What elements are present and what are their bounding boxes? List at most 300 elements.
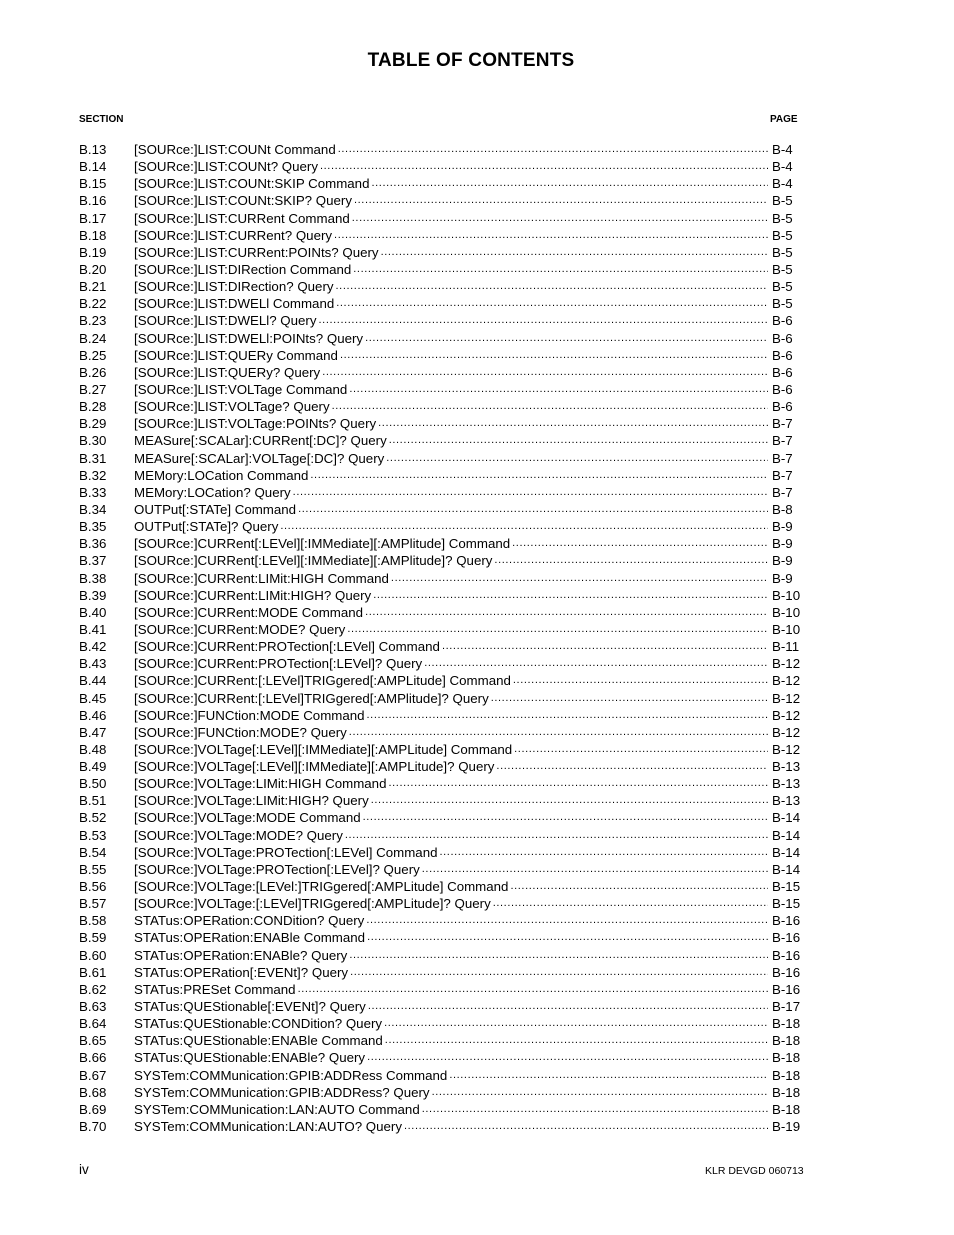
toc-entry-line xyxy=(134,998,808,1015)
toc-entry[interactable] xyxy=(79,312,808,329)
toc-entry-line xyxy=(134,587,808,604)
dot-leader xyxy=(350,964,768,981)
toc-section-number: B.17 xyxy=(79,210,107,226)
toc-entry-line xyxy=(134,758,808,775)
toc-entry-title[interactable]: [SOURce:]LIST:DIRection Command xyxy=(134,261,352,277)
toc-entry-line xyxy=(134,947,808,964)
toc-page-number: B-10 xyxy=(772,604,801,620)
dot-leader xyxy=(514,741,768,758)
toc-entry-title[interactable]: [SOURce:]CURRent:LIMit:HIGH Command xyxy=(134,570,389,586)
toc-entry[interactable] xyxy=(79,244,808,261)
toc-page-number: B-14 xyxy=(772,827,801,843)
toc-section-number: B.28 xyxy=(79,399,107,415)
toc-entry[interactable] xyxy=(79,347,808,364)
toc-section-number: B.64 xyxy=(79,1016,107,1032)
toc-entry[interactable] xyxy=(79,981,808,998)
toc-entry-title[interactable]: [SOURce:]LIST:COUNt? Query xyxy=(134,159,318,175)
toc-entry-line xyxy=(134,432,808,449)
toc-entry-line xyxy=(134,312,808,329)
dot-leader xyxy=(365,330,768,347)
toc-entry-line xyxy=(134,981,808,998)
toc-page-number: B-5 xyxy=(772,193,793,209)
toc-section-number: B.66 xyxy=(79,1050,107,1066)
toc-entry-title[interactable]: [SOURce:]LIST:COUNt:SKIP? Query xyxy=(134,193,352,209)
toc-entry[interactable] xyxy=(79,844,808,861)
toc-entry-line xyxy=(134,192,808,209)
dot-leader xyxy=(366,912,768,929)
toc-section-number: B.38 xyxy=(79,570,107,586)
toc-section-number: B.26 xyxy=(79,364,107,380)
toc-entry-title[interactable]: [SOURce:]CURRent:PROTection[:LEVel] Command xyxy=(134,639,440,655)
toc-section-number: B.20 xyxy=(79,261,107,277)
toc-entry[interactable] xyxy=(79,604,808,621)
toc-entry[interactable] xyxy=(79,295,808,312)
toc-entry[interactable] xyxy=(79,364,808,381)
toc-entry-line xyxy=(134,278,808,295)
toc-entry-title[interactable]: [SOURce:]LIST:COUNt Command xyxy=(134,142,336,157)
toc-entry[interactable] xyxy=(79,570,808,587)
dot-leader xyxy=(349,724,768,741)
toc-page-number: B-7 xyxy=(772,467,793,483)
toc-entry-title[interactable]: [SOURce:]CURRent:MODE Command xyxy=(134,604,364,620)
toc-section-number: B.18 xyxy=(79,227,107,243)
toc-entry-line xyxy=(134,552,808,569)
toc-entry-title[interactable]: MEMory:LOCation? Query xyxy=(134,484,291,500)
toc-page-number: B-18 xyxy=(772,1050,801,1066)
toc-entry-title[interactable]: [SOURce:]LIST:VOLTage? Query xyxy=(134,399,330,415)
toc-entry[interactable] xyxy=(79,655,808,672)
toc-list xyxy=(79,141,808,1135)
toc-page-number: B-13 xyxy=(772,776,801,792)
toc-entry[interactable] xyxy=(79,775,808,792)
toc-entry-title[interactable]: [SOURce:]VOLTage:LIMit:HIGH Command xyxy=(134,776,387,792)
toc-entry[interactable] xyxy=(79,1032,808,1049)
toc-entry-line xyxy=(134,484,808,501)
toc-entry-line xyxy=(134,895,808,912)
toc-page-number: B-12 xyxy=(772,707,801,723)
toc-section-number: B.61 xyxy=(79,964,107,980)
toc-entry-line xyxy=(134,158,808,175)
toc-entry-line xyxy=(134,244,808,261)
toc-entry-title[interactable]: STATus:OPERation:ENABle Command xyxy=(134,930,366,946)
toc-page-number: B-12 xyxy=(772,741,801,757)
toc-section-number: B.54 xyxy=(79,844,107,860)
dot-leader xyxy=(494,552,768,569)
toc-section-number: B.43 xyxy=(79,656,107,672)
toc-entry-title[interactable]: [SOURce:]LIST:QUERy Command xyxy=(134,347,338,363)
toc-entry-line xyxy=(134,1101,808,1118)
toc-entry-title[interactable]: [SOURce:]CURRent:[:LEVel]TRIGgered[:AMPlitude]? Query xyxy=(134,690,489,706)
toc-entry-title[interactable]: [SOURce:]VOLTage:[:LEVel]TRIGgered[:AMPLitude]? Query xyxy=(134,896,491,912)
toc-entry-title[interactable]: [SOURce:]FUNCtion:MODE? Query xyxy=(134,724,347,740)
toc-entry[interactable] xyxy=(79,450,808,467)
toc-entry[interactable] xyxy=(79,415,808,432)
toc-section-number: B.32 xyxy=(79,467,107,483)
toc-page-number: B-7 xyxy=(772,433,793,449)
toc-page-number: B-5 xyxy=(772,296,793,312)
toc-entry-line xyxy=(134,415,808,432)
dot-leader xyxy=(449,1067,768,1084)
toc-page-number: B-5 xyxy=(772,279,793,295)
toc-section-number: B.30 xyxy=(79,433,107,449)
toc-entry-title[interactable]: [SOURce:]LIST:COUNt:SKIP Command xyxy=(134,176,370,192)
dot-leader xyxy=(442,638,768,655)
dot-leader xyxy=(440,844,769,861)
toc-entry-line xyxy=(134,227,808,244)
dot-leader xyxy=(371,175,768,192)
toc-entry-title[interactable]: [SOURce:]VOLTage[:LEVel][:IMMediate][:AMPLitude]? Query xyxy=(134,759,495,775)
toc-entry[interactable] xyxy=(79,141,808,158)
dot-leader xyxy=(424,655,768,672)
toc-entry-line xyxy=(134,621,808,638)
dot-leader xyxy=(386,450,768,467)
toc-page-number: B-6 xyxy=(772,399,793,415)
dot-leader xyxy=(512,535,768,552)
toc-page-number: B-15 xyxy=(772,896,801,912)
toc-section-number: B.48 xyxy=(79,741,107,757)
toc-section-number: B.35 xyxy=(79,519,107,535)
toc-page-number: B-6 xyxy=(772,364,793,380)
toc-entry[interactable] xyxy=(79,1067,808,1084)
toc-section-number: B.36 xyxy=(79,536,107,552)
toc-entry[interactable] xyxy=(79,895,808,912)
toc-section-number: B.15 xyxy=(79,176,107,192)
dot-leader xyxy=(422,861,768,878)
toc-section-number: B.13 xyxy=(79,142,107,157)
toc-entry[interactable] xyxy=(79,792,808,809)
toc-entry-title[interactable]: [SOURce:]LIST:DIRection? Query xyxy=(134,279,334,295)
toc-entry-title[interactable]: SYSTem:COMMunication:GPIB:ADDRess? Query xyxy=(134,1084,430,1100)
dot-leader xyxy=(293,484,768,501)
toc-section-number: B.23 xyxy=(79,313,107,329)
section-column-header: SECTION xyxy=(79,114,124,125)
toc-page-number: B-14 xyxy=(772,810,801,826)
toc-entry[interactable] xyxy=(79,484,808,501)
toc-page-number: B-13 xyxy=(772,793,801,809)
toc-section-number: B.52 xyxy=(79,810,107,826)
toc-entry-line xyxy=(134,929,808,946)
toc-entry[interactable] xyxy=(79,330,808,347)
toc-entry-title[interactable]: [SOURce:]VOLTage:MODE Command xyxy=(134,810,361,826)
toc-entry[interactable] xyxy=(79,381,808,398)
dot-leader xyxy=(320,158,768,175)
toc-entry[interactable] xyxy=(79,1049,808,1066)
toc-entry[interactable] xyxy=(79,467,808,484)
toc-page-number: B-17 xyxy=(772,999,801,1015)
toc-section-number: B.69 xyxy=(79,1101,107,1117)
toc-entry-title[interactable]: [SOURce:]VOLTage[:LEVel][:IMMediate][:AMPLitude] Command xyxy=(134,741,513,757)
dot-leader xyxy=(345,827,768,844)
dot-leader xyxy=(371,792,768,809)
toc-entry-line xyxy=(134,707,808,724)
toc-page-number: B-16 xyxy=(772,930,801,946)
toc-entry-line xyxy=(134,690,808,707)
toc-section-number: B.37 xyxy=(79,553,107,569)
toc-entry-title[interactable]: STATus:PRESet Command xyxy=(134,981,296,997)
toc-page-number: B-6 xyxy=(772,313,793,329)
toc-section-number: B.39 xyxy=(79,587,107,603)
toc-entry-title[interactable]: OUTPut[:STATe]? Query xyxy=(134,519,279,535)
toc-section-number: B.59 xyxy=(79,930,107,946)
toc-entry[interactable] xyxy=(79,227,808,244)
toc-entry-line xyxy=(134,1032,808,1049)
toc-section-number: B.63 xyxy=(79,999,107,1015)
toc-entry-line xyxy=(134,1015,808,1032)
toc-section-number: B.47 xyxy=(79,724,107,740)
toc-entry-title[interactable]: [SOURce:]VOLTage:[LEVel:]TRIGgered[:AMPLitude] Command xyxy=(134,879,509,895)
toc-section-number: B.55 xyxy=(79,861,107,877)
toc-entry[interactable] xyxy=(79,621,808,638)
dot-leader xyxy=(367,1049,768,1066)
toc-section-number: B.67 xyxy=(79,1067,107,1083)
toc-entry-title[interactable]: STATus:QUEStionable:ENABle Command xyxy=(134,1033,383,1049)
toc-page-number: B-7 xyxy=(772,416,793,432)
toc-entry-line xyxy=(134,827,808,844)
toc-page-number: B-16 xyxy=(772,913,801,929)
dot-leader xyxy=(510,878,768,895)
toc-entry[interactable] xyxy=(79,827,808,844)
toc-entry[interactable] xyxy=(79,947,808,964)
toc-entry[interactable] xyxy=(79,929,808,946)
dot-leader xyxy=(422,1101,768,1118)
toc-entry-line xyxy=(134,295,808,312)
toc-page-number: B-14 xyxy=(772,844,801,860)
toc-entry-title[interactable]: [SOURce:]CURRent:[:LEVel]TRIGgered[:AMPLitude] Command xyxy=(134,673,511,689)
toc-entry-title[interactable]: [SOURce:]LIST:CURRent:POINts? Query xyxy=(134,244,379,260)
toc-entry-line xyxy=(134,1049,808,1066)
toc-entry-title[interactable]: [SOURce:]LIST:DWELl:POINts? Query xyxy=(134,330,364,346)
dot-leader xyxy=(496,758,768,775)
toc-entry[interactable] xyxy=(79,1101,808,1118)
toc-entry[interactable] xyxy=(79,1118,808,1135)
toc-entry[interactable] xyxy=(79,587,808,604)
toc-entry[interactable] xyxy=(79,878,808,895)
toc-entry-line xyxy=(134,861,808,878)
toc-section-number: B.58 xyxy=(79,913,107,929)
toc-entry-line xyxy=(134,210,808,227)
toc-section-number: B.16 xyxy=(79,193,107,209)
toc-section-number: B.60 xyxy=(79,947,107,963)
toc-entry-title[interactable]: SYSTem:COMMunication:GPIB:ADDRess Command xyxy=(134,1067,448,1083)
toc-section-number: B.40 xyxy=(79,604,107,620)
toc-entry[interactable] xyxy=(79,964,808,981)
toc-entry-title[interactable]: [SOURce:]LIST:CURRent? Query xyxy=(134,227,333,243)
document-id: KLR DEVGD 060713 xyxy=(705,1165,804,1177)
dot-leader xyxy=(367,707,768,724)
toc-entry-line xyxy=(134,175,808,192)
toc-entry-line xyxy=(134,535,808,552)
toc-section-number: B.46 xyxy=(79,707,107,723)
toc-entry-line xyxy=(134,775,808,792)
toc-entry-title[interactable]: [SOURce:]LIST:VOLTage Command xyxy=(134,381,348,397)
dot-leader xyxy=(378,415,768,432)
toc-entry-title[interactable]: [SOURce:]CURRent[:LEVel][:IMMediate][:AMPlitude] Command xyxy=(134,536,511,552)
toc-entry-title[interactable]: STATus:QUEStionable[:EVENt]? Query xyxy=(134,999,366,1015)
dot-leader xyxy=(334,227,768,244)
toc-section-number: B.27 xyxy=(79,381,107,397)
toc-entry-title[interactable]: [SOURce:]VOLTage:LIMit:HIGH? Query xyxy=(134,793,369,809)
toc-entry[interactable] xyxy=(79,912,808,929)
toc-section-number: B.62 xyxy=(79,981,107,997)
dot-leader xyxy=(336,278,768,295)
toc-entry[interactable] xyxy=(79,758,808,775)
dot-leader xyxy=(352,210,768,227)
dot-leader xyxy=(493,895,768,912)
toc-entry-line xyxy=(134,672,808,689)
toc-page-number: B-9 xyxy=(772,570,793,586)
toc-page-number: B-19 xyxy=(772,1119,801,1135)
toc-entry[interactable] xyxy=(79,861,808,878)
toc-entry-title[interactable]: OUTPut[:STATe] Command xyxy=(134,501,297,517)
dot-leader xyxy=(513,672,768,689)
toc-section-number: B.24 xyxy=(79,330,107,346)
toc-entry-line xyxy=(134,844,808,861)
toc-section-number: B.65 xyxy=(79,1033,107,1049)
toc-entry-title[interactable]: STATus:QUEStionable:ENABle? Query xyxy=(134,1050,366,1066)
toc-page-number: B-16 xyxy=(772,981,801,997)
dot-leader xyxy=(332,398,768,415)
dot-leader xyxy=(349,381,768,398)
toc-entry[interactable] xyxy=(79,192,808,209)
page-number: iv xyxy=(79,1162,89,1177)
toc-page-number: B-9 xyxy=(772,553,793,569)
toc-section-number: B.14 xyxy=(79,159,107,175)
toc-entry-title[interactable]: [SOURce:]VOLTage:PROTection[:LEVel]? Query xyxy=(134,861,420,877)
toc-entry-title[interactable]: MEASure[:SCALar]:VOLTage[:DC]? Query xyxy=(134,450,385,466)
dot-leader xyxy=(381,244,768,261)
toc-entry-line xyxy=(134,467,808,484)
toc-entry-line xyxy=(134,741,808,758)
toc-section-number: B.45 xyxy=(79,690,107,706)
toc-section-number: B.49 xyxy=(79,759,107,775)
toc-page-number: B-11 xyxy=(772,639,800,655)
toc-entry[interactable] xyxy=(79,501,808,518)
toc-entry[interactable] xyxy=(79,278,808,295)
toc-entry[interactable] xyxy=(79,175,808,192)
toc-page-number: B-5 xyxy=(772,227,793,243)
toc-entry-line xyxy=(134,964,808,981)
dot-leader xyxy=(491,690,768,707)
toc-section-number: B.29 xyxy=(79,416,107,432)
toc-section-number: B.50 xyxy=(79,776,107,792)
toc-page-number: B-6 xyxy=(772,347,793,363)
toc-entry-title[interactable]: [SOURce:]CURRent:LIMit:HIGH? Query xyxy=(134,587,372,603)
toc-section-number: B.53 xyxy=(79,827,107,843)
toc-entry-title[interactable]: MEASure[:SCALar]:CURRent[:DC]? Query xyxy=(134,433,387,449)
toc-page-number: B-6 xyxy=(772,381,793,397)
toc-entry-title[interactable]: STATus:OPERation:CONDition? Query xyxy=(134,913,365,929)
toc-entry[interactable] xyxy=(79,432,808,449)
toc-entry-line xyxy=(134,1118,808,1135)
dot-leader xyxy=(336,295,768,312)
toc-entry-line xyxy=(134,330,808,347)
toc-entry-line xyxy=(134,638,808,655)
toc-page-number: B-9 xyxy=(772,519,793,535)
toc-entry[interactable] xyxy=(79,998,808,1015)
toc-entry-title[interactable]: [SOURce:]LIST:CURRent Command xyxy=(134,210,350,226)
toc-entry[interactable] xyxy=(79,210,808,227)
toc-page-number: B-15 xyxy=(772,879,801,895)
toc-page-number: B-13 xyxy=(772,759,801,775)
toc-section-number: B.44 xyxy=(79,673,107,689)
dot-leader xyxy=(367,929,768,946)
toc-page-number: B-12 xyxy=(772,724,801,740)
toc-entry-title[interactable]: MEMory:LOCation Command xyxy=(134,467,309,483)
toc-entry-title[interactable]: [SOURce:]LIST:DWELl Command xyxy=(134,296,335,312)
toc-entry-title[interactable]: [SOURce:]CURRent[:LEVel][:IMMediate][:AMPlitude]? Query xyxy=(134,553,493,569)
toc-entry[interactable] xyxy=(79,1084,808,1101)
dot-leader xyxy=(319,312,768,329)
dot-leader xyxy=(391,570,768,587)
toc-entry-title[interactable]: [SOURce:]VOLTage:MODE? Query xyxy=(134,827,343,843)
toc-entry-line xyxy=(134,450,808,467)
toc-entry[interactable] xyxy=(79,672,808,689)
toc-entry-title[interactable]: STATus:OPERation:ENABle? Query xyxy=(134,947,348,963)
toc-entry-line xyxy=(134,364,808,381)
toc-entry[interactable] xyxy=(79,724,808,741)
toc-entry[interactable] xyxy=(79,809,808,826)
toc-page-number: B-5 xyxy=(772,261,793,277)
toc-entry[interactable] xyxy=(79,690,808,707)
toc-entry[interactable] xyxy=(79,518,808,535)
dot-leader xyxy=(298,981,768,998)
toc-entry-line xyxy=(134,792,808,809)
toc-entry[interactable] xyxy=(79,398,808,415)
toc-entry[interactable] xyxy=(79,741,808,758)
toc-entry-title[interactable]: [SOURce:]VOLTage:PROTection[:LEVel] Command xyxy=(134,844,438,860)
dot-leader xyxy=(432,1084,768,1101)
toc-entry-title[interactable]: [SOURce:]FUNCtion:MODE Command xyxy=(134,707,365,723)
toc-entry[interactable] xyxy=(79,707,808,724)
dot-leader xyxy=(365,604,768,621)
toc-entry[interactable] xyxy=(79,638,808,655)
toc-entry-line xyxy=(134,501,808,518)
toc-entry-line xyxy=(134,381,808,398)
toc-entry-title[interactable]: [SOURce:]LIST:DWELl? Query xyxy=(134,313,317,329)
toc-entry-line xyxy=(134,1067,808,1084)
toc-entry[interactable] xyxy=(79,535,808,552)
toc-entry-title[interactable]: STATus:OPERation[:EVENt]? Query xyxy=(134,964,349,980)
toc-entry[interactable] xyxy=(79,1015,808,1032)
toc-page-number: B-10 xyxy=(772,587,801,603)
toc-page-number: B-7 xyxy=(772,484,793,500)
toc-entry-title[interactable]: [SOURce:]CURRent:MODE? Query xyxy=(134,621,346,637)
toc-section-number: B.33 xyxy=(79,484,107,500)
toc-entry-line xyxy=(134,141,808,158)
toc-section-number: B.57 xyxy=(79,896,107,912)
toc-entry-title[interactable]: SYSTem:COMMunication:LAN:AUTO? Query xyxy=(134,1119,402,1135)
toc-entry-line xyxy=(134,518,808,535)
toc-page-number: B-4 xyxy=(772,176,793,192)
toc-entry-title[interactable]: SYSTem:COMMunication:LAN:AUTO Command xyxy=(134,1101,420,1117)
toc-entry-title[interactable]: STATus:QUEStionable:CONDition? Query xyxy=(134,1016,383,1032)
toc-entry-line xyxy=(134,570,808,587)
toc-page-number: B-18 xyxy=(772,1067,801,1083)
toc-page-number: B-18 xyxy=(772,1084,801,1100)
toc-entry[interactable] xyxy=(79,261,808,278)
toc-section-number: B.19 xyxy=(79,244,107,260)
toc-entry-title[interactable]: [SOURce:]LIST:QUERy? Query xyxy=(134,364,321,380)
dot-leader xyxy=(280,518,768,535)
toc-entry[interactable] xyxy=(79,158,808,175)
toc-entry[interactable] xyxy=(79,552,808,569)
toc-page-number: B-16 xyxy=(772,947,801,963)
toc-entry-title[interactable]: [SOURce:]LIST:VOLTage:POINts? Query xyxy=(134,416,377,432)
toc-entry-line xyxy=(134,398,808,415)
toc-page-number: B-10 xyxy=(772,621,801,637)
toc-entry-title[interactable]: [SOURce:]CURRent:PROTection[:LEVel]? Query xyxy=(134,656,423,672)
toc-section-number: B.68 xyxy=(79,1084,107,1100)
